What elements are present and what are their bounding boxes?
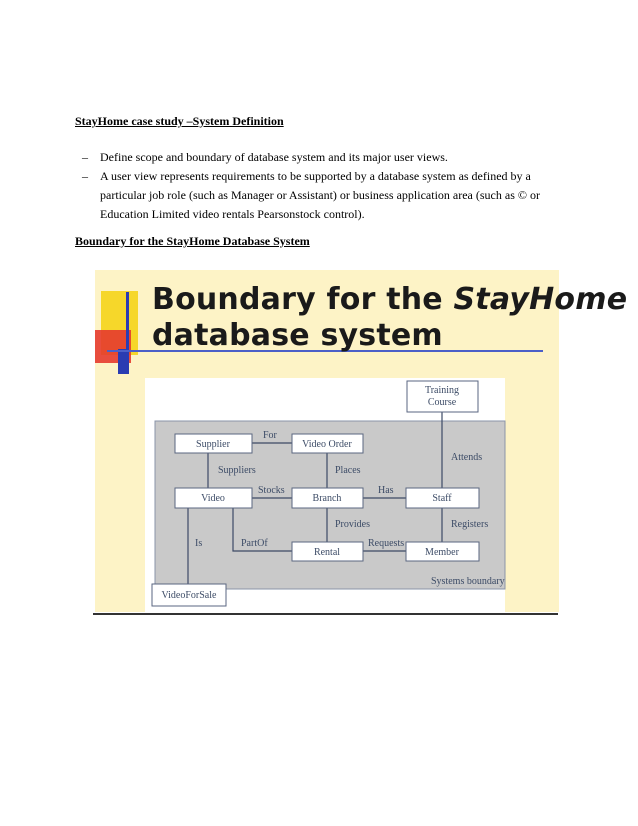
section-heading-system-definition: StayHome case study –System Definition [75, 114, 284, 128]
bullet-text: Define scope and boundary of database system and its major user views. [100, 150, 448, 164]
slide-title-line-2: database system [152, 318, 443, 353]
figure-bottom-rule [93, 613, 558, 615]
entity-label-training: Training [424, 385, 460, 396]
rel-label-registers: Registers [451, 519, 489, 530]
bullet-marker: – [82, 150, 88, 164]
section-heading-boundary: Boundary for the StayHome Database System [75, 234, 310, 248]
rel-label-suppliers: Suppliers [218, 465, 256, 476]
entity-label-branch: Branch [312, 493, 342, 504]
list-item [75, 167, 575, 224]
entity-label-course: Course [427, 397, 457, 408]
slide-title-plain: Boundary for the [152, 282, 454, 317]
entity-label-video-order: Video Order [302, 439, 352, 450]
bullet-marker: – [82, 169, 88, 183]
er-diagram [95, 270, 559, 612]
rel-label-for: For [263, 430, 277, 441]
slide-title-italic: StayHome [453, 282, 628, 317]
entity-label-supplier: Supplier [196, 439, 230, 450]
boundary-slide-image [95, 270, 628, 612]
entity-label-member: Member [425, 547, 459, 558]
systems-boundary-label: Systems boundary [431, 576, 505, 587]
rel-label-provides: Provides [335, 519, 370, 530]
bullet-text: A user view represents requirements to be supported by a database system as defined by a particular job role (such as Manager or Assistant) or business application area (such as © or Education Limited video rentals Pearsonstock control). [100, 169, 540, 221]
rel-label-stocks: Stocks [258, 485, 285, 496]
rel-label-places: Places [335, 465, 361, 476]
rel-label-is: Is [195, 538, 203, 549]
list-item [75, 148, 575, 167]
entity-label-video-for-sale: VideoForSale [161, 590, 217, 601]
rel-label-requests: Requests [368, 538, 405, 549]
bullet-list [75, 148, 575, 224]
rel-label-attends: Attends [451, 452, 483, 463]
entity-label-video: Video [201, 493, 225, 504]
entity-label-rental: Rental [313, 547, 341, 558]
rel-label-partof: PartOf [241, 538, 268, 549]
rel-label-has: Has [378, 485, 394, 496]
entity-label-staff: Staff [432, 493, 452, 504]
